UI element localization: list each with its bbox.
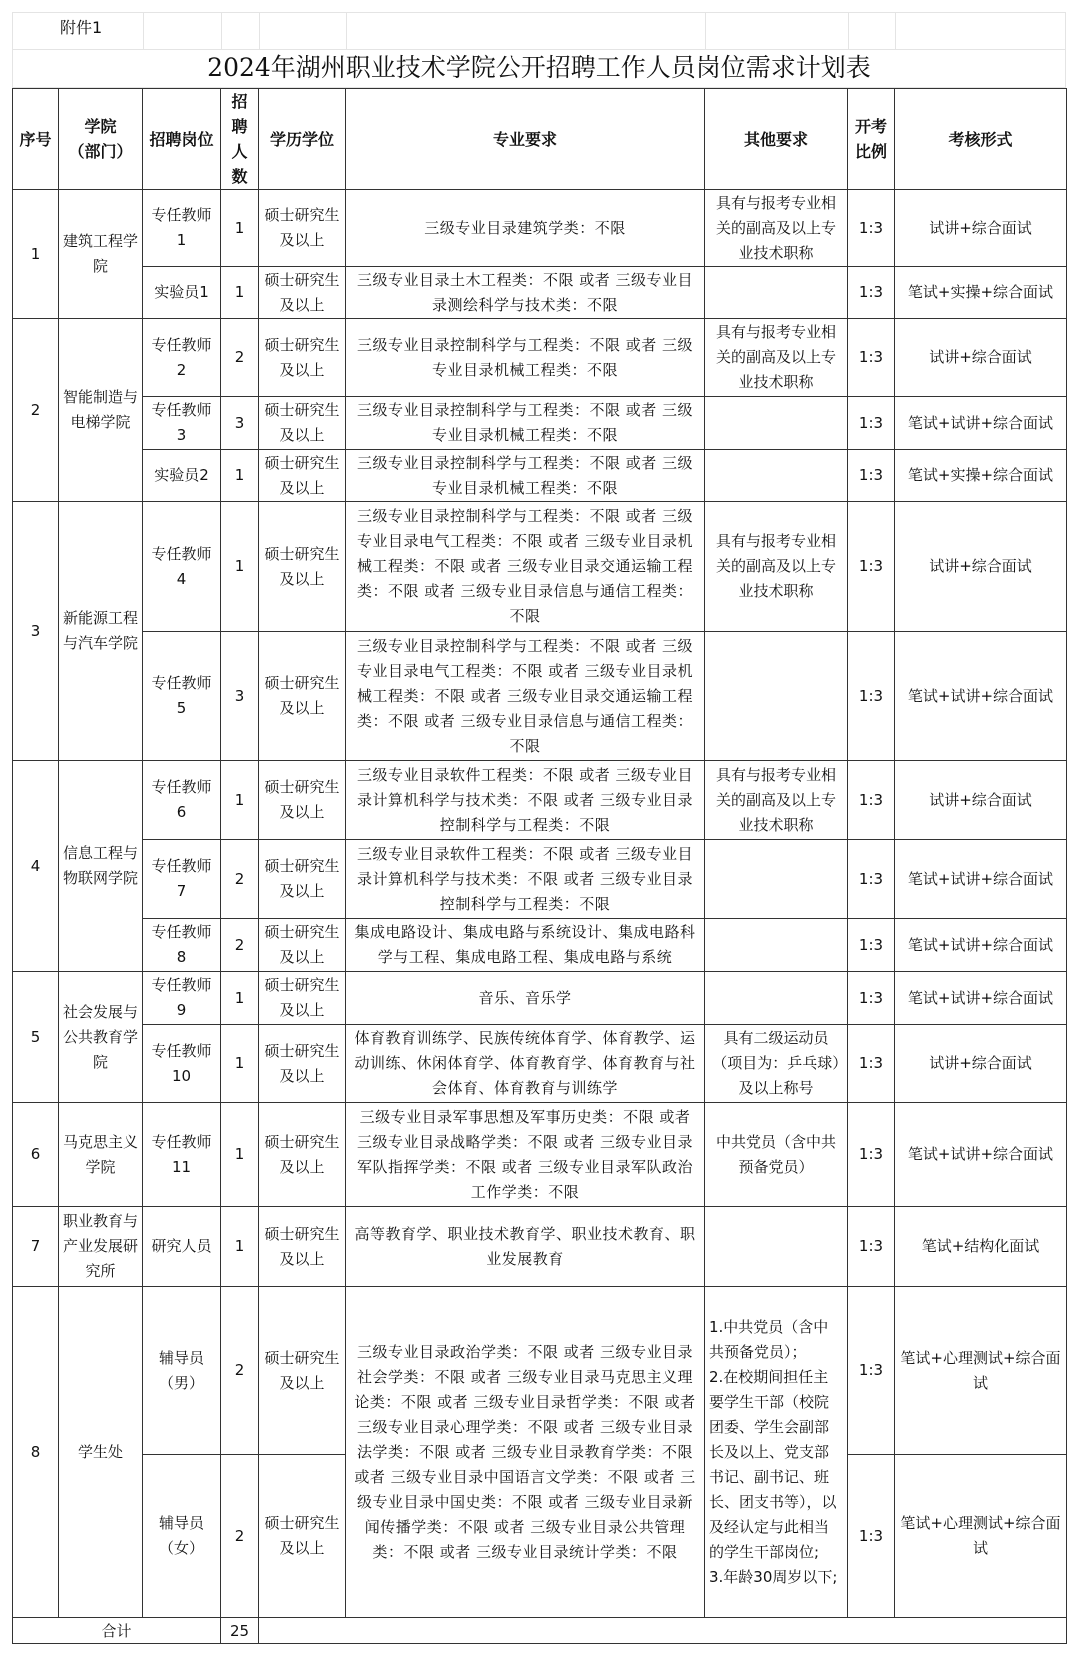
table-row [13, 1103, 1067, 1207]
count-cell: 3 [221, 397, 259, 450]
other-cell: 具有与报考专业相关的副高及以上专业技术职称 [705, 761, 848, 840]
exam-cell: 笔试+实操+综合面试 [895, 267, 1067, 319]
exam-cell: 笔试+试讲+综合面试 [895, 919, 1067, 972]
count-cell: 3 [221, 632, 259, 761]
count-cell: 1 [221, 190, 259, 267]
col-seq: 序号 [13, 89, 59, 190]
table-row [13, 450, 1067, 502]
major-cell: 三级专业目录软件工程类：不限 或者 三级专业目录计算机科学与技术类：不限 或者 三级专业目录控制科学与工程类：不限 [346, 840, 705, 919]
other-cell [705, 267, 848, 319]
seq-cell: 4 [13, 761, 59, 972]
table-row [13, 190, 1067, 267]
header-row [13, 89, 1067, 190]
degree-cell: 硕士研究生及以上 [259, 1207, 346, 1287]
col-ratio: 开考 比例 [848, 89, 895, 190]
attachment-label: 附件1 [60, 18, 103, 37]
major-cell: 三级专业目录控制科学与工程类：不限 或者 三级专业目录机械工程类：不限 [346, 397, 705, 450]
college-cell: 建筑工程学院 [59, 190, 143, 319]
seq-cell: 6 [13, 1103, 59, 1207]
count-cell: 2 [221, 1287, 259, 1455]
post-cell: 专任教师10 [143, 1025, 221, 1103]
major-cell: 三级专业目录控制科学与工程类：不限 或者 三级专业目录电气工程类：不限 或者 三级专业目录机械工程类：不限 或者 三级专业目录交通运输工程类：不限 或者 三级专业目录信息与通信工程类：不限 [346, 632, 705, 761]
post-cell: 辅导员 （男） [143, 1287, 221, 1455]
exam-cell: 笔试+试讲+综合面试 [895, 840, 1067, 919]
table-row [13, 1207, 1067, 1287]
exam-cell: 试讲+综合面试 [895, 319, 1067, 397]
post-cell: 实验员2 [143, 450, 221, 502]
post-cell: 专任教师3 [143, 397, 221, 450]
other-cell [705, 919, 848, 972]
exam-cell: 笔试+试讲+综合面试 [895, 1103, 1067, 1207]
other-cell [705, 972, 848, 1025]
major-cell: 高等教育学、职业技术教育学、职业技术教育、职业发展教育 [346, 1207, 705, 1287]
college-cell: 职业教育与产业发展研究所 [59, 1207, 143, 1287]
exam-cell: 笔试+心理测试+综合面试 [895, 1455, 1067, 1618]
col-count: 招 聘 人 数 [221, 89, 259, 190]
major-cell: 三级专业目录控制科学与工程类：不限 或者 三级专业目录机械工程类：不限 [346, 450, 705, 502]
other-cell: 具有二级运动员（项目为：乒乓球）及以上称号 [705, 1025, 848, 1103]
college-cell: 马克思主义学院 [59, 1103, 143, 1207]
degree-cell: 硕士研究生及以上 [259, 190, 346, 267]
exam-cell: 笔试+试讲+综合面试 [895, 632, 1067, 761]
ratio-cell: 1:3 [848, 319, 895, 397]
ratio-cell: 1:3 [848, 1025, 895, 1103]
major-cell: 三级专业目录建筑学类：不限 [346, 190, 705, 267]
post-cell: 专任教师8 [143, 919, 221, 972]
other-cell: 1.中共党员（含中共预备党员）； 2.在校期间担任主要学生干部（校院团委、学生会副部长及以上、党支部书记、副书记、班长、团支书等），以及经认定与此相当的学生干部岗位; 3.年龄30周岁以下; [705, 1287, 848, 1618]
seq-cell: 1 [13, 190, 59, 319]
col-other: 其他要求 [705, 89, 848, 190]
count-cell: 2 [221, 919, 259, 972]
count-cell: 2 [221, 1455, 259, 1618]
college-cell: 信息工程与物联网学院 [59, 761, 143, 972]
post-cell: 专任教师1 [143, 190, 221, 267]
col-major: 专业要求 [346, 89, 705, 190]
ratio-cell: 1:3 [848, 1455, 895, 1618]
ratio-cell: 1:3 [848, 1287, 895, 1455]
exam-cell: 笔试+试讲+综合面试 [895, 972, 1067, 1025]
total-row [13, 1618, 1067, 1644]
college-cell: 社会发展与公共教育学院 [59, 972, 143, 1103]
degree-cell: 硕士研究生及以上 [259, 1287, 346, 1455]
exam-cell: 试讲+综合面试 [895, 761, 1067, 840]
table-row [13, 319, 1067, 397]
college-cell: 新能源工程与汽车学院 [59, 502, 143, 761]
post-cell: 专任教师6 [143, 761, 221, 840]
other-cell [705, 840, 848, 919]
degree-cell: 硕士研究生及以上 [259, 632, 346, 761]
ratio-cell: 1:3 [848, 1103, 895, 1207]
col-college: 学院 （部门） [59, 89, 143, 190]
table-row [13, 919, 1067, 972]
major-cell: 三级专业目录政治学类：不限 或者 三级专业目录社会学类：不限 或者 三级专业目录马克思主义理论类：不限 或者 三级专业目录哲学类：不限 或者 三级专业目录心理学类：不限 或者 三级专业目录法学类：不限 或者 三级专业目录教育学类：不限 或者 三级专业目录中国语言文学类：不限 或者 三级专业目录中国史类：不限 或者 三级专业目录新闻传播学类：不限 或者 三级专业目录公共管理类：不限 或者 三级专业目录统计学类：不限 [346, 1287, 705, 1618]
count-cell: 1 [221, 1103, 259, 1207]
degree-cell: 硕士研究生及以上 [259, 397, 346, 450]
total-empty [259, 1618, 1067, 1644]
count-cell: 2 [221, 840, 259, 919]
count-cell: 1 [221, 1207, 259, 1287]
document-title: 2024年湖州职业技术学院公开招聘工作人员岗位需求计划表 [207, 53, 871, 82]
post-cell: 辅导员 （女） [143, 1455, 221, 1618]
table-row [13, 1025, 1067, 1103]
major-cell: 体育教育训练学、民族传统体育学、体育教学、运动训练、休闲体育学、体育教育学、体育教育与社会体育、体育教育与训练学 [346, 1025, 705, 1103]
ratio-cell: 1:3 [848, 972, 895, 1025]
ratio-cell: 1:3 [848, 1207, 895, 1287]
college-cell: 学生处 [59, 1287, 143, 1618]
other-cell [705, 1207, 848, 1287]
ratio-cell: 1:3 [848, 632, 895, 761]
recruitment-table [12, 88, 1067, 1644]
post-cell: 专任教师2 [143, 319, 221, 397]
table-row [13, 267, 1067, 319]
seq-cell: 7 [13, 1207, 59, 1287]
count-cell: 1 [221, 972, 259, 1025]
seq-cell: 2 [13, 319, 59, 502]
post-cell: 专任教师11 [143, 1103, 221, 1207]
exam-cell: 笔试+心理测试+综合面试 [895, 1287, 1067, 1455]
seq-cell: 8 [13, 1287, 59, 1618]
exam-cell: 试讲+综合面试 [895, 502, 1067, 632]
major-cell: 三级专业目录土木工程类：不限 或者 三级专业目录测绘科学与技术类：不限 [346, 267, 705, 319]
other-cell: 具有与报考专业相关的副高及以上专业技术职称 [705, 502, 848, 632]
major-cell: 三级专业目录控制科学与工程类：不限 或者 三级专业目录机械工程类：不限 [346, 319, 705, 397]
other-cell: 具有与报考专业相关的副高及以上专业技术职称 [705, 190, 848, 267]
table-row [13, 502, 1067, 632]
degree-cell: 硕士研究生及以上 [259, 972, 346, 1025]
table-row [13, 761, 1067, 840]
table-row [13, 1287, 1067, 1455]
degree-cell: 硕士研究生及以上 [259, 450, 346, 502]
degree-cell: 硕士研究生及以上 [259, 1103, 346, 1207]
total-label: 合计 [13, 1618, 221, 1644]
seq-cell: 3 [13, 502, 59, 761]
table-row [13, 632, 1067, 761]
degree-cell: 硕士研究生及以上 [259, 1025, 346, 1103]
ratio-cell: 1:3 [848, 761, 895, 840]
count-cell: 1 [221, 450, 259, 502]
major-cell: 三级专业目录软件工程类：不限 或者 三级专业目录计算机科学与技术类：不限 或者 三级专业目录控制科学与工程类：不限 [346, 761, 705, 840]
ratio-cell: 1:3 [848, 450, 895, 502]
other-cell [705, 397, 848, 450]
exam-cell: 试讲+综合面试 [895, 190, 1067, 267]
degree-cell: 硕士研究生及以上 [259, 840, 346, 919]
college-cell: 智能制造与电梯学院 [59, 319, 143, 502]
other-cell [705, 632, 848, 761]
major-cell: 三级专业目录军事思想及军事历史类：不限 或者 三级专业目录战略学类：不限 或者 三级专业目录军队指挥学类：不限 或者 三级专业目录军队政治工作学类：不限 [346, 1103, 705, 1207]
post-cell: 实验员1 [143, 267, 221, 319]
ratio-cell: 1:3 [848, 267, 895, 319]
other-cell: 中共党员（含中共预备党员） [705, 1103, 848, 1207]
major-cell: 三级专业目录控制科学与工程类：不限 或者 三级专业目录电气工程类：不限 或者 三级专业目录机械工程类：不限 或者 三级专业目录交通运输工程类：不限 或者 三级专业目录信息与通信工程类：不限 [346, 502, 705, 632]
major-cell: 集成电路设计、集成电路与系统设计、集成电路科学与工程、集成电路工程、集成电路与系统 [346, 919, 705, 972]
ratio-cell: 1:3 [848, 919, 895, 972]
ratio-cell: 1:3 [848, 502, 895, 632]
post-cell: 专任教师9 [143, 972, 221, 1025]
count-cell: 1 [221, 1025, 259, 1103]
major-cell: 音乐、音乐学 [346, 972, 705, 1025]
ratio-cell: 1:3 [848, 397, 895, 450]
degree-cell: 硕士研究生及以上 [259, 1455, 346, 1618]
table-row [13, 397, 1067, 450]
other-cell [705, 450, 848, 502]
degree-cell: 硕士研究生及以上 [259, 761, 346, 840]
exam-cell: 笔试+结构化面试 [895, 1207, 1067, 1287]
degree-cell: 硕士研究生及以上 [259, 919, 346, 972]
col-post: 招聘岗位 [143, 89, 221, 190]
count-cell: 1 [221, 502, 259, 632]
col-exam: 考核形式 [895, 89, 1067, 190]
count-cell: 1 [221, 761, 259, 840]
ratio-cell: 1:3 [848, 190, 895, 267]
exam-cell: 笔试+试讲+综合面试 [895, 397, 1067, 450]
seq-cell: 5 [13, 972, 59, 1103]
degree-cell: 硕士研究生及以上 [259, 267, 346, 319]
degree-cell: 硕士研究生及以上 [259, 319, 346, 397]
post-cell: 研究人员 [143, 1207, 221, 1287]
degree-cell: 硕士研究生及以上 [259, 502, 346, 632]
other-cell: 具有与报考专业相关的副高及以上专业技术职称 [705, 319, 848, 397]
post-cell: 专任教师7 [143, 840, 221, 919]
ratio-cell: 1:3 [848, 840, 895, 919]
exam-cell: 笔试+实操+综合面试 [895, 450, 1067, 502]
count-cell: 2 [221, 319, 259, 397]
total-count: 25 [221, 1618, 259, 1644]
post-cell: 专任教师5 [143, 632, 221, 761]
col-degree: 学历学位 [259, 89, 346, 190]
table-row [13, 840, 1067, 919]
exam-cell: 试讲+综合面试 [895, 1025, 1067, 1103]
table-row [13, 972, 1067, 1025]
count-cell: 1 [221, 267, 259, 319]
post-cell: 专任教师4 [143, 502, 221, 632]
